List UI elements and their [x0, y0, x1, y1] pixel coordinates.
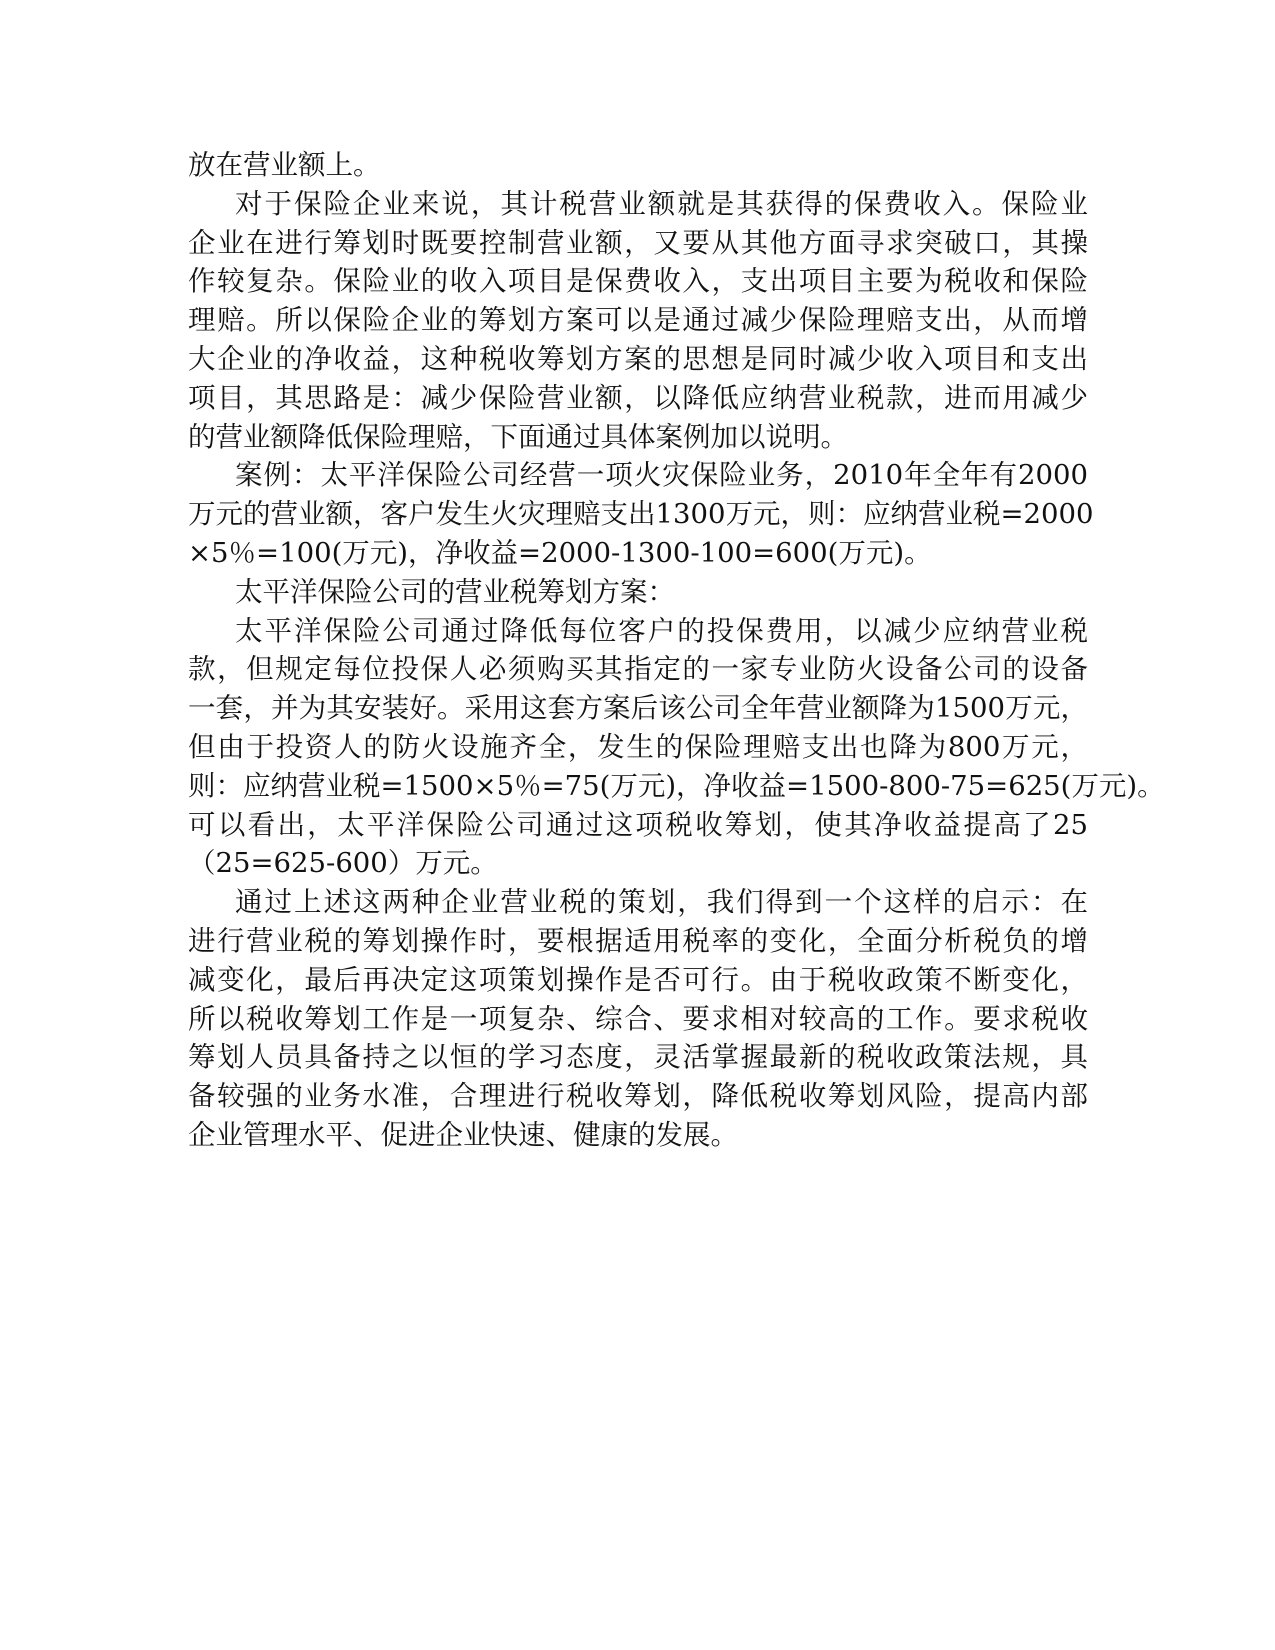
text-line: 万元的营业额，客户发生火灾理赔支出1300万元，则：应纳营业税=2000 — [188, 498, 1094, 531]
text-line: （25=625-600）万元。 — [188, 847, 498, 880]
text-line: 但由于投资人的防火设施齐全，发生的保险理赔支出也降为800万元， — [188, 730, 1088, 763]
text-line: 理赔。所以保险企业的筹划方案可以是通过减少保险理赔支出，从而增 — [188, 304, 1088, 337]
text-line: 项目，其思路是：减少保险营业额，以降低应纳营业税款，进而用减少 — [188, 381, 1088, 414]
text-line: 款，但规定每位投保人必须购买其指定的一家专业防火设备公司的设备 — [188, 653, 1088, 686]
text-line: 企业在进行筹划时既要控制营业额，又要从其他方面寻求突破口，其操 — [188, 226, 1088, 259]
text-line: 备较强的业务水准，合理进行税收筹划，降低税收筹划风险，提高内部 — [188, 1080, 1088, 1113]
text-line: 作较复杂。保险业的收入项目是保费收入，支出项目主要为税收和保险 — [188, 265, 1088, 298]
text-line: 可以看出，太平洋保险公司通过这项税收筹划，使其净收益提高了25 — [188, 808, 1088, 841]
text-line: 进行营业税的筹划操作时，要根据适用税率的变化，全面分析税负的增 — [188, 924, 1088, 957]
text-line: 企业管理水平、促进企业快速、健康的发展。 — [188, 1118, 738, 1151]
text-line: 太平洋保险公司通过降低每位客户的投保费用，以减少应纳营业税 — [235, 614, 1088, 647]
text-line: 对于保险企业来说，其计税营业额就是其获得的保费收入。保险业 — [235, 187, 1088, 220]
text-line: ×5％=100(万元)，净收益=2000-1300-100=600(万元)。 — [188, 536, 932, 569]
text-line: 放在营业额上。 — [188, 149, 381, 181]
text-line: 太平洋保险公司的营业税筹划方案： — [235, 575, 675, 608]
text-line: 通过上述这两种企业营业税的策划，我们得到一个这样的启示：在 — [235, 886, 1088, 919]
text-line: 所以税收筹划工作是一项复杂、综合、要求相对较高的工作。要求税收 — [188, 1002, 1088, 1035]
text-line: 案例：太平洋保险公司经营一项火灾保险业务，2010年全年有2000 — [235, 459, 1088, 492]
text-line: 的营业额降低保险理赔，下面通过具体案例加以说明。 — [188, 420, 848, 453]
text-line: 大企业的净收益，这种税收筹划方案的思想是同时减少收入项目和支出 — [188, 342, 1088, 375]
text-line: 一套，并为其安装好。采用这套方案后该公司全年营业额降为1500万元， — [188, 692, 1088, 725]
text-line: 筹划人员具备持之以恒的学习态度，灵活掌握最新的税收政策法规，具 — [188, 1041, 1088, 1074]
document-body — [188, 146, 1165, 1155]
text-line: 减变化，最后再决定这项策划操作是否可行。由于税收政策不断变化， — [188, 963, 1088, 996]
text-line: 则：应纳营业税=1500×5％=75(万元)，净收益=1500-800-75=625(万元)。 — [188, 769, 1165, 802]
